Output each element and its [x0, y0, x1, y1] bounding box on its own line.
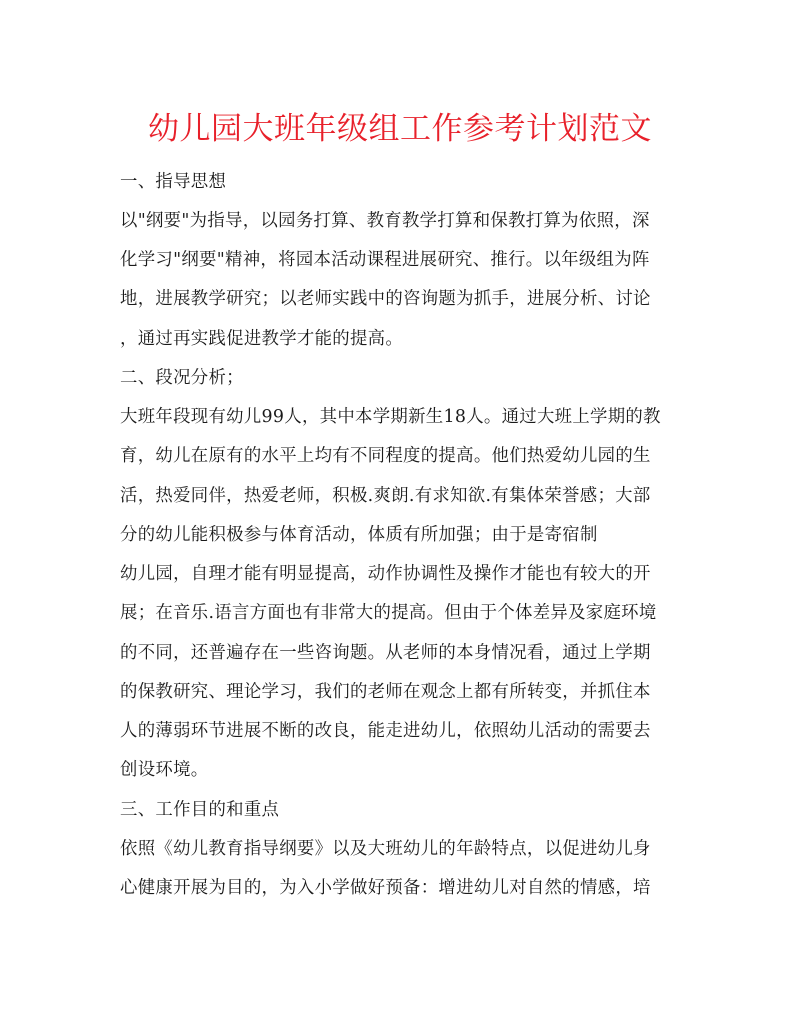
paragraph-line: 心健康开展为目的，为入小学做好预备：增进幼儿对自然的情感，培	[120, 878, 651, 898]
paragraph-line: 活，热爱同伴，热爱老师，积极.爽朗.有求知欲.有集体荣誉感；大部	[120, 486, 651, 506]
section-heading-analysis: 二、段况分析；	[120, 368, 244, 388]
paragraph-line: 育，幼儿在原有的水平上均有不同程度的提高。他们热爱幼儿园的生	[120, 446, 651, 466]
section-heading-goals: 三、工作目的和重点	[120, 800, 280, 820]
paragraph-line: 化学习"纲要"精神，将园本活动课程进展研究、推行。以年级组为阵	[120, 250, 650, 270]
paragraph-line: 大班年段现有幼儿99人，其中本学期新生18人。通过大班上学期的教	[120, 407, 661, 427]
document-title: 幼儿园大班年级组工作参考计划范文	[148, 111, 652, 147]
paragraph-line: 分的幼儿能积极参与体育活动，体质有所加强；由于是寄宿制	[120, 525, 598, 545]
paragraph-line: 地，进展教学研究；以老师实践中的咨询题为抓手，进展分析、讨论	[120, 289, 651, 309]
paragraph-line: 以"纲要"为指导，以园务打算、教育教学打算和保教打算为依照，深	[120, 211, 650, 231]
paragraph-line: 的保教研究、理论学习，我们的老师在观念上都有所转变，并抓住本	[120, 682, 651, 702]
paragraph-line: 创设环境。	[120, 760, 209, 780]
paragraph-line: 展；在音乐.语言方面也有非常大的提高。但由于个体差异及家庭环境	[120, 603, 657, 623]
paragraph-line: ，通过再实践促进教学才能的提高。	[120, 329, 404, 349]
paragraph-line: 幼儿园，自理才能有明显提高，动作协调性及操作才能也有较大的开	[120, 564, 651, 584]
section-heading-guiding-ideology: 一、指导思想	[120, 172, 227, 192]
paragraph-line: 的不同，还普遍存在一些咨询题。从老师的本身情况看，通过上学期	[120, 643, 651, 663]
paragraph-line: 依照《幼儿教育指导纲要》以及大班幼儿的年龄特点，以促进幼儿身	[120, 839, 651, 859]
paragraph-line: 人的薄弱环节进展不断的改良，能走进幼儿，依照幼儿活动的需要去	[120, 721, 651, 741]
